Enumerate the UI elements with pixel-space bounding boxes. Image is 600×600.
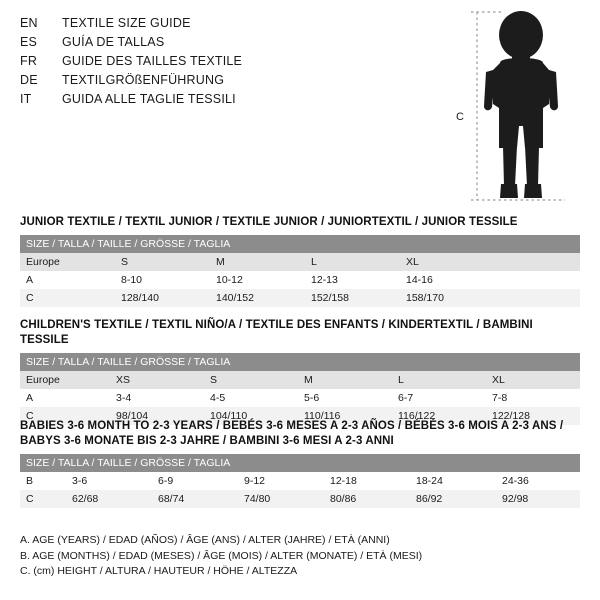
cell: C (20, 407, 110, 425)
cell: Europe (20, 371, 110, 389)
cell: 18-24 (410, 472, 496, 490)
cell: 86/92 (410, 490, 496, 508)
cell: 152/158 (305, 289, 400, 307)
cell: L (392, 371, 486, 389)
cell: 12-13 (305, 271, 400, 289)
cell: XL (400, 253, 580, 271)
table-row (20, 253, 580, 271)
cell: 74/80 (238, 490, 324, 508)
table-row (20, 289, 580, 307)
header-row-es (20, 33, 440, 52)
section-babies-textile (20, 419, 580, 508)
cell: 128/140 (115, 289, 210, 307)
header-row-it (20, 90, 440, 109)
cell: 7-8 (486, 389, 580, 407)
header-title-fr: GUIDE DES TAILLES TEXTILE (62, 54, 243, 68)
cell: C (20, 289, 115, 307)
cell: 80/86 (324, 490, 410, 508)
table-row (20, 454, 580, 472)
section-children-textile (20, 318, 580, 425)
header-title-en: TEXTILE SIZE GUIDE (62, 16, 191, 30)
cell: 10-12 (210, 271, 305, 289)
header-title-it: GUIDA ALLE TAGLIE TESSILI (62, 92, 236, 106)
table-row (20, 472, 580, 490)
header-title-de: TEXTILGRÖßENFÜHRUNG (62, 73, 225, 87)
measure-label-c: C (456, 111, 464, 123)
section-title-junior: JUNIOR TEXTILE / TEXTIL JUNIOR / TEXTILE JUNIOR / JUNIORTEXTIL / JUNIOR TESSILE (20, 216, 518, 228)
section-title-children: CHILDREN'S TEXTILE / TEXTIL NIÑO/A / TEXTILE DES ENFANTS / KINDERTEXTIL / BAMBINI TESSILE (20, 319, 533, 346)
figure-illustration (455, 8, 585, 203)
table-head-label-babies: SIZE / TALLA / TAILLE / GRÖSSE / TAGLIA (20, 454, 580, 472)
cell: M (210, 253, 305, 271)
cell: 110/116 (298, 407, 392, 425)
legend-line-c: C. (cm) HEIGHT / ALTURA / HAUTEUR / HÖHE / ALTEZZA (20, 565, 298, 577)
header-lang-fr: FR (20, 54, 38, 68)
toddler-silhouette-icon (455, 8, 585, 203)
table-row (20, 490, 580, 508)
header (20, 14, 440, 109)
cell: S (204, 371, 298, 389)
header-lang-en: EN (20, 16, 38, 30)
cell: L (305, 253, 400, 271)
cell: 3-4 (110, 389, 204, 407)
cell: XL (486, 371, 580, 389)
cell: 14-16 (400, 271, 580, 289)
cell: 140/152 (210, 289, 305, 307)
cell: 6-7 (392, 389, 486, 407)
table-row (20, 235, 580, 253)
cell: 122/128 (486, 407, 580, 425)
cell: 9-12 (238, 472, 324, 490)
cell: A (20, 389, 110, 407)
header-lang-de: DE (20, 73, 38, 87)
cell: 5-6 (298, 389, 392, 407)
table-babies (20, 454, 580, 508)
cell: 116/122 (392, 407, 486, 425)
header-lang-it: IT (20, 92, 32, 106)
cell: 6-9 (152, 472, 238, 490)
table-head-label-junior: SIZE / TALLA / TAILLE / GRÖSSE / TAGLIA (20, 235, 580, 253)
cell: XS (110, 371, 204, 389)
cell: S (115, 253, 210, 271)
section-title-babies: BABIES 3-6 MONTH TO 2-3 YEARS / BEBÉS 3-6 MESES A 2-3 AÑOS / BÉBÉS 3-6 MOIS A 2-3 ANS / BABYS 3-6 MONATE BIS 2-3 JAHRE / BAMBINI 3-6 MESI A 2-3 ANNI (20, 420, 564, 447)
header-row-de (20, 71, 440, 90)
cell: A (20, 271, 115, 289)
table-head-label-children: SIZE / TALLA / TAILLE / GRÖSSE / TAGLIA (20, 353, 580, 371)
section-junior-textile (20, 215, 580, 307)
cell: 92/98 (496, 490, 580, 508)
cell: 68/74 (152, 490, 238, 508)
table-row (20, 371, 580, 389)
header-row-en (20, 14, 440, 33)
table-row (20, 389, 580, 407)
cell: 8-10 (115, 271, 210, 289)
legend-line-a: A. AGE (YEARS) / EDAD (AÑOS) / ÂGE (ANS) / ALTER (JAHRE) / ETÀ (ANNI) (20, 534, 390, 546)
cell: 12-18 (324, 472, 410, 490)
header-lang-es: ES (20, 35, 38, 49)
table-junior (20, 235, 580, 307)
header-row-fr (20, 52, 440, 71)
cell: 158/170 (400, 289, 580, 307)
cell: Europe (20, 253, 115, 271)
cell: 24-36 (496, 472, 580, 490)
table-row (20, 271, 580, 289)
table-children (20, 353, 580, 425)
header-title-es: GUÍA DE TALLAS (62, 35, 165, 49)
cell: C (20, 490, 66, 508)
cell: B (20, 472, 66, 490)
cell: 4-5 (204, 389, 298, 407)
legend-line-b: B. AGE (MONTHS) / EDAD (MESES) / ÂGE (MOIS) / ALTER (MONATE) / ETÀ (MESI) (20, 549, 423, 562)
cell: M (298, 371, 392, 389)
cell: 104/110 (204, 407, 298, 425)
cell: 62/68 (66, 490, 152, 508)
legend (20, 533, 580, 580)
cell: 98/104 (110, 407, 204, 425)
silhouette-shape (484, 11, 558, 198)
cell: 3-6 (66, 472, 152, 490)
table-row (20, 353, 580, 371)
